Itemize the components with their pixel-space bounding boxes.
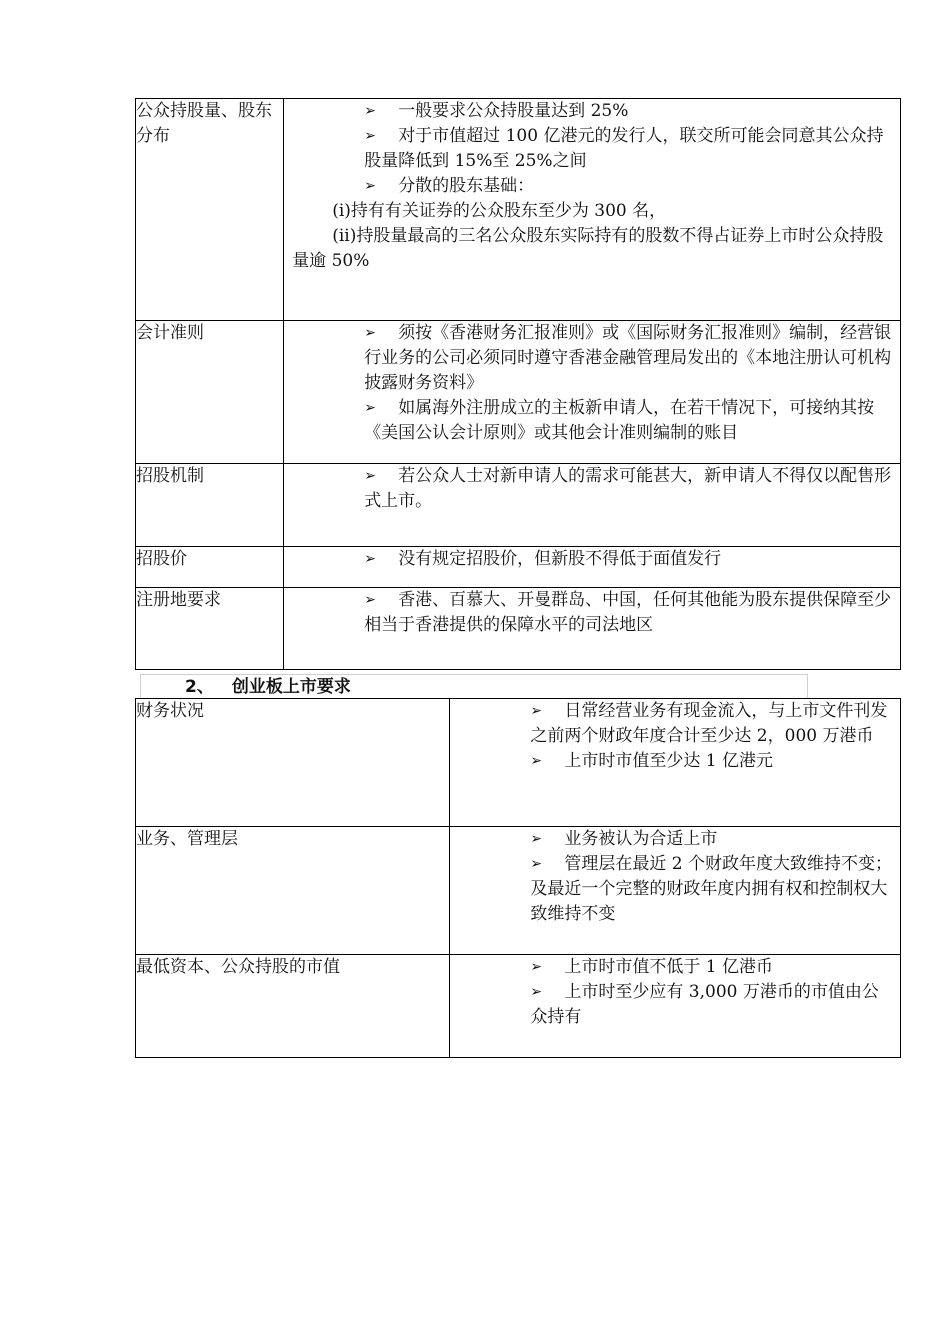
plain-text: (i)持有有关证券的公众股东至少为 300 名， — [332, 201, 667, 221]
table-row — [136, 699, 901, 827]
row-label: 最低资本、公众持股的市值 — [136, 955, 450, 1058]
row-content — [284, 321, 901, 464]
section-heading — [140, 674, 808, 698]
row-label: 业务、管理层 — [136, 827, 450, 955]
bullet-item: ➢ 业务被认为合适上市 — [530, 827, 894, 852]
bullet-item: ➢ 如属海外注册成立的主板新申请人，在若干情况下，可接纳其按《美国公认会计原则》或其他会计准则编制的账目 — [364, 398, 875, 443]
table-row — [136, 588, 901, 670]
bullet-item: ➢ 上市时市值不低于 1 亿港币 — [530, 955, 894, 980]
row-content — [284, 464, 901, 547]
main-board-requirements-table — [135, 98, 901, 670]
table-row — [136, 955, 901, 1058]
arrow-bullet-icon: ➢ — [530, 753, 543, 769]
arrow-bullet-icon: ➢ — [364, 103, 376, 119]
row-content — [284, 547, 901, 588]
bullet-item: ➢ 分散的股东基础： — [292, 174, 894, 199]
row-label: 财务状况 — [136, 699, 450, 827]
bullet-item: ➢ 上市时市值至少达 1 亿港元 — [530, 749, 894, 774]
gem-requirements-table — [135, 698, 901, 1058]
row-content — [450, 955, 901, 1058]
bullet-item: ➢ 一般要求公众持股量达到 25% — [292, 99, 894, 124]
bullet-item: ➢ 对于市值超过 100 亿港元的发行人，联交所可能会同意其公众持股量降低到 15%至 25%之间 — [364, 126, 884, 171]
row-content — [450, 699, 901, 827]
bullet-item: ➢ 若公众人士对新申请人的需求可能甚大，新申请人不得仅以配售形式上市。 — [364, 466, 892, 511]
row-label: 会计准则 — [136, 321, 284, 464]
row-label: 招股价 — [136, 547, 284, 588]
plain-text: (ii)持股量最高的三名公众股东实际持有的股数不得占证券上市时公众持股量逾 50% — [292, 226, 884, 271]
arrow-bullet-icon: ➢ — [364, 468, 376, 484]
row-label: 公众持股量、股东分布 — [136, 99, 284, 321]
arrow-bullet-icon: ➢ — [530, 984, 543, 1000]
arrow-bullet-icon: ➢ — [530, 959, 543, 975]
arrow-bullet-icon: ➢ — [530, 703, 543, 719]
bullet-item: ➢ 日常经营业务有现金流入，与上市文件刊发之前两个财政年度合计至少达 2，000 万港币 — [530, 701, 888, 746]
arrow-bullet-icon: ➢ — [530, 856, 543, 872]
row-content — [284, 99, 901, 321]
arrow-bullet-icon: ➢ — [364, 400, 376, 416]
arrow-bullet-icon: ➢ — [530, 831, 543, 847]
bullet-item: ➢ 没有规定招股价，但新股不得低于面值发行 — [292, 547, 894, 572]
arrow-bullet-icon: ➢ — [364, 325, 376, 341]
table-row — [136, 321, 901, 464]
section-number: 2、 — [185, 677, 214, 697]
row-label: 招股机制 — [136, 464, 284, 547]
table-row — [136, 547, 901, 588]
bullet-item: ➢ 上市时至少应有 3,000 万港币的市值由公众持有 — [530, 982, 879, 1027]
row-content — [284, 588, 901, 670]
section-title: 创业板上市要求 — [231, 677, 351, 697]
arrow-bullet-icon: ➢ — [364, 592, 376, 608]
arrow-bullet-icon: ➢ — [364, 178, 376, 194]
table-row — [136, 99, 901, 321]
bullet-item: ➢ 香港、百慕大、开曼群岛、中国，任何其他能为股东提供保障至少相当于香港提供的保障水平的司法地区 — [364, 590, 892, 635]
row-label: 注册地要求 — [136, 588, 284, 670]
table-row — [136, 827, 901, 955]
bullet-item: ➢ 须按《香港财务汇报准则》或《国际财务汇报准则》编制，经营银行业务的公司必须同时遵守香港金融管理局发出的《本地注册认可机构披露财务资料》 — [364, 323, 892, 393]
table-row — [136, 464, 901, 547]
bullet-item: ➢ 管理层在最近 2 个财政年度大致维持不变；及最近一个完整的财政年度内拥有权和控制权大致维持不变 — [530, 854, 893, 924]
arrow-bullet-icon: ➢ — [364, 551, 376, 567]
arrow-bullet-icon: ➢ — [364, 128, 376, 144]
row-content — [450, 827, 901, 955]
